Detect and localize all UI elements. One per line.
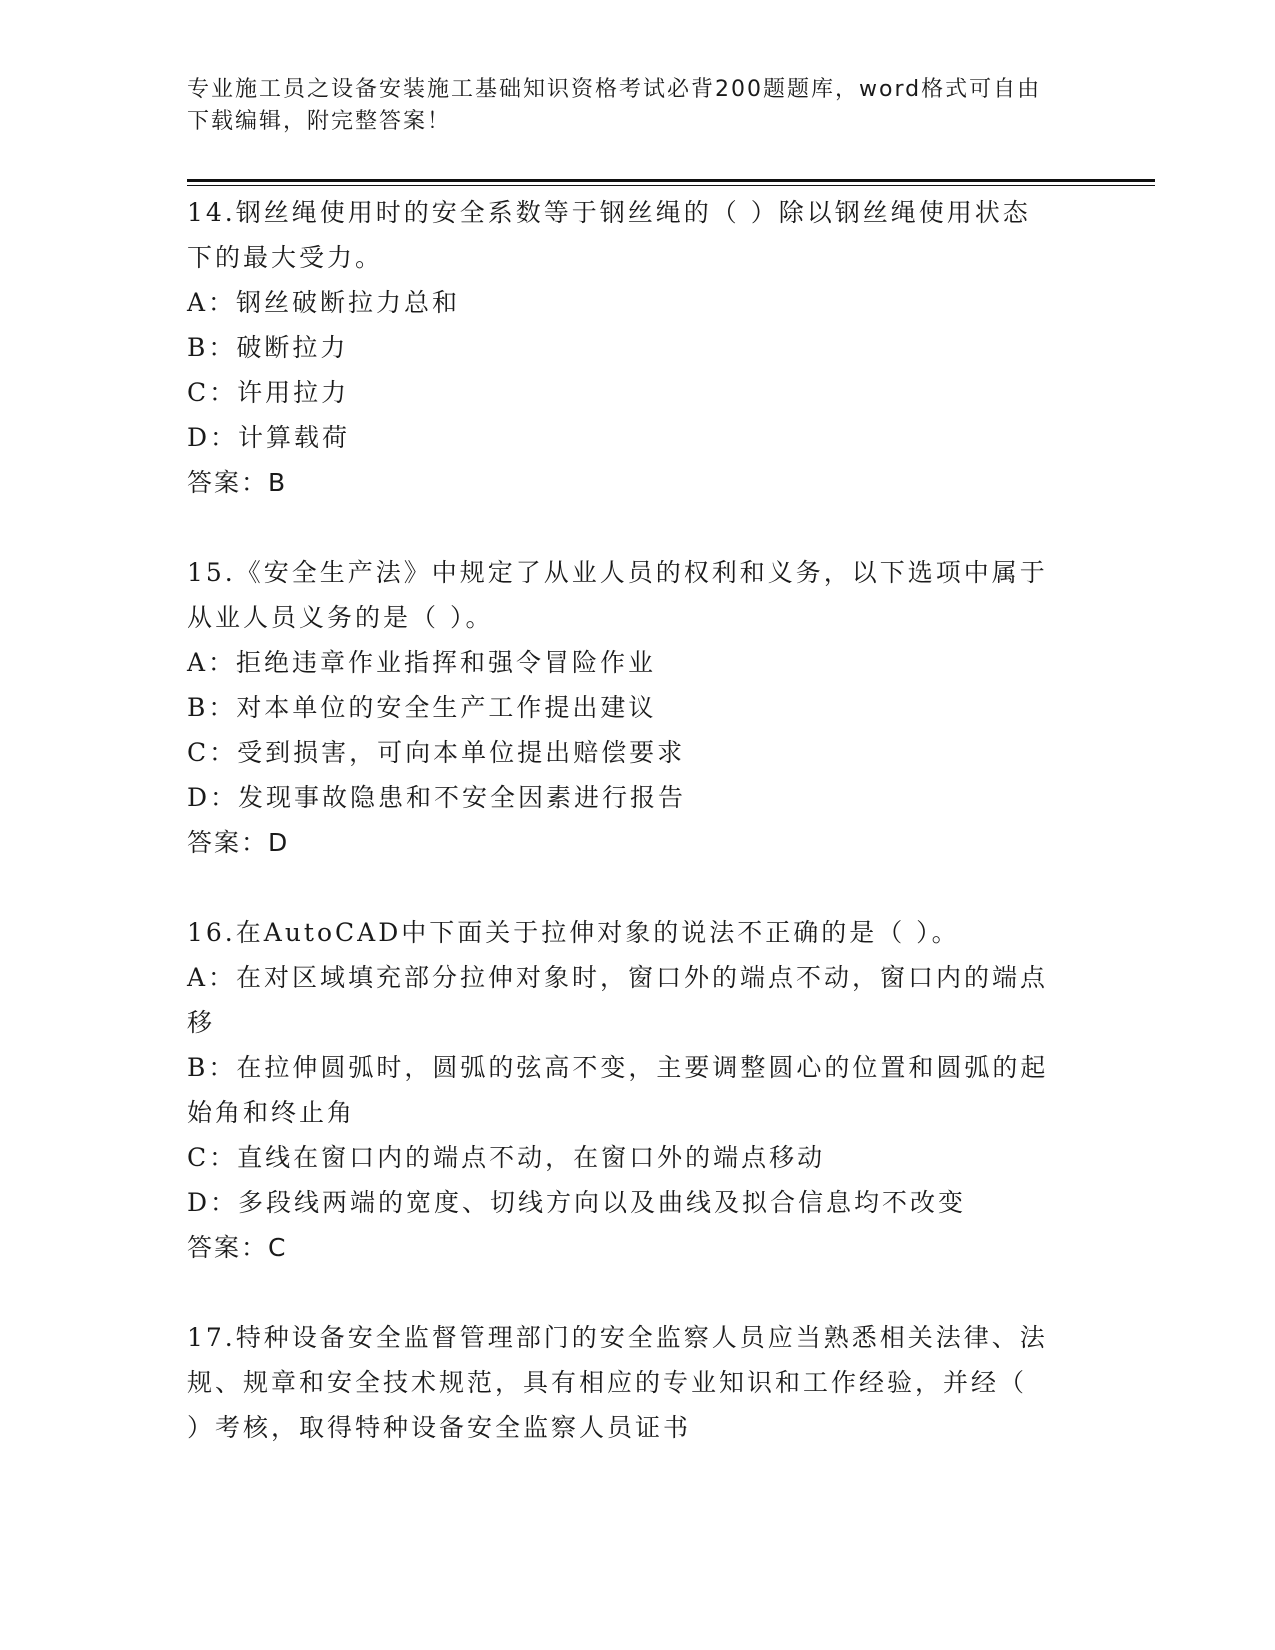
question-14 [187, 190, 1087, 505]
question-stem-line: ）考核，取得特种设备安全监察人员证书 [187, 1413, 692, 1442]
option-b: B：在拉伸圆弧时，圆弧的弦高不变，主要调整圆心的位置和圆弧的起 [187, 1053, 1049, 1082]
header-divider-thick [187, 179, 1155, 182]
question-stem-line: 17.特种设备安全监督管理部门的安全监察人员应当熟悉相关法律、法 [187, 1323, 1048, 1352]
question-spacer [187, 865, 1087, 910]
question-stem-line: 15.《安全生产法》中规定了从业人员的权利和义务，以下选项中属于 [187, 558, 1048, 587]
option-a: A：拒绝违章作业指挥和强令冒险作业 [187, 648, 657, 677]
header-line-1: 专业施工员之设备安装施工基础知识资格考试必背200题题库，word格式可自由 [187, 77, 1042, 102]
document-header [187, 74, 1087, 138]
answer: 答案：B [187, 468, 288, 497]
question-stem-line: 下的最大受力。 [187, 243, 384, 272]
option-c: C：受到损害，可向本单位提出赔偿要求 [187, 738, 686, 767]
option-d: D：计算载荷 [187, 423, 351, 452]
option-a: A：在对区域填充部分拉伸对象时，窗口外的端点不动，窗口内的端点 [187, 963, 1049, 992]
answer: 答案：D [187, 828, 290, 857]
option-d: D：发现事故隐患和不安全因素进行报告 [187, 783, 687, 812]
option-b: B：对本单位的安全生产工作提出建议 [187, 693, 657, 722]
question-spacer [187, 505, 1087, 550]
option-b: B：破断拉力 [187, 333, 349, 362]
option-d: D：多段线两端的宽度、切线方向以及曲线及拟合信息均不改变 [187, 1188, 967, 1217]
question-spacer [187, 1270, 1087, 1315]
question-stem-line: 规、规章和安全技术规范，具有相应的专业知识和工作经验，并经（ [187, 1368, 1028, 1397]
question-17 [187, 1315, 1087, 1450]
question-stem-line: 16.在AutoCAD中下面关于拉伸对象的说法不正确的是（ ）。 [187, 918, 960, 947]
option-c: C：许用拉力 [187, 378, 350, 407]
answer: 答案：C [187, 1233, 288, 1262]
question-stem-line: 从业人员义务的是（ ）。 [187, 603, 494, 632]
option-a: A：钢丝破断拉力总和 [187, 288, 461, 317]
header-divider-thin [187, 185, 1155, 186]
question-stem-line: 14.钢丝绳使用时的安全系数等于钢丝绳的（ ）除以钢丝绳使用状态 [187, 198, 1031, 227]
question-15 [187, 550, 1087, 865]
question-16 [187, 910, 1087, 1270]
header-line-2: 下载编辑，附完整答案！ [187, 109, 452, 134]
option-b-continued: 始角和终止角 [187, 1098, 356, 1127]
option-a-continued: 移 [187, 1008, 216, 1037]
question-list [187, 190, 1087, 1450]
option-c: C：直线在窗口内的端点不动，在窗口外的端点移动 [187, 1143, 826, 1172]
